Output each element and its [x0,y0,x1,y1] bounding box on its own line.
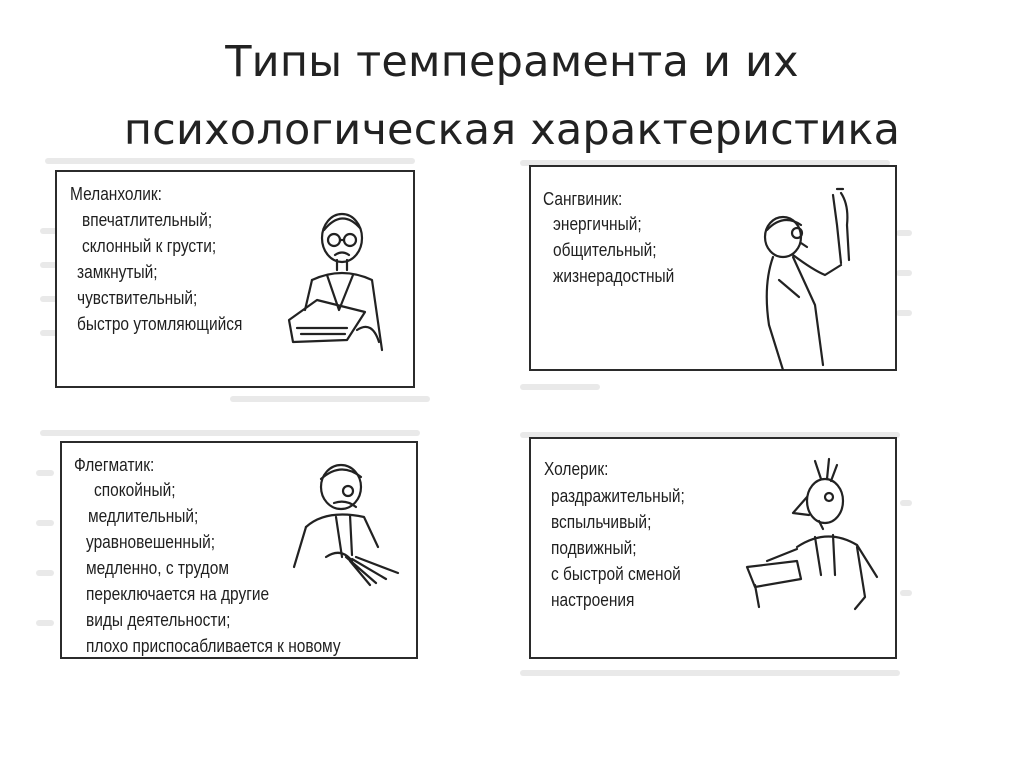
slide-title-line-2: психологическая характеристика [123,105,901,155]
card-melancholic [55,170,415,388]
trait: впечатлительный; [82,210,213,230]
trait: переключается на другие [86,584,270,604]
trait: жизнерадостный [553,266,675,286]
trait: подвижный; [551,538,637,558]
trait: плохо приспосабливается к новому [86,636,341,656]
slide-title-line-1: Типы темперамента и их [225,37,799,87]
trait: быстро утомляющийся [77,314,243,334]
trait: виды деятельности; [86,610,231,630]
card-melancholic-title: Меланхолик: [70,184,162,204]
choleric-figure-illustration [737,457,887,617]
trait: вспыльчивый; [551,512,652,532]
card-sanguine-title: Сангвиник: [543,189,623,209]
trait: раздражительный; [551,486,685,506]
trait: спокойный; [94,480,176,500]
trait: уравновешенный; [86,532,216,552]
slide-title [0,28,1024,164]
card-choleric-title: Холерик: [544,459,609,479]
trait: с быстрой сменой [551,564,681,584]
trait: замкнутый; [77,262,158,282]
trait: склонный к грусти; [82,236,217,256]
trait: чувствительный; [77,288,198,308]
card-sanguine [529,165,897,371]
trait: энергичный; [553,214,642,234]
card-choleric [529,437,897,659]
card-phlegmatic-title: Флегматик: [74,455,155,475]
phlegmatic-figure-illustration [286,457,411,587]
trait: медленно, с трудом [86,558,229,578]
sanguine-figure-illustration [753,185,863,370]
melancholic-figure-illustration [287,200,407,380]
trait: медлительный; [88,506,199,526]
card-phlegmatic [60,441,418,659]
trait: общительный; [553,240,657,260]
trait: настроения [551,590,635,610]
